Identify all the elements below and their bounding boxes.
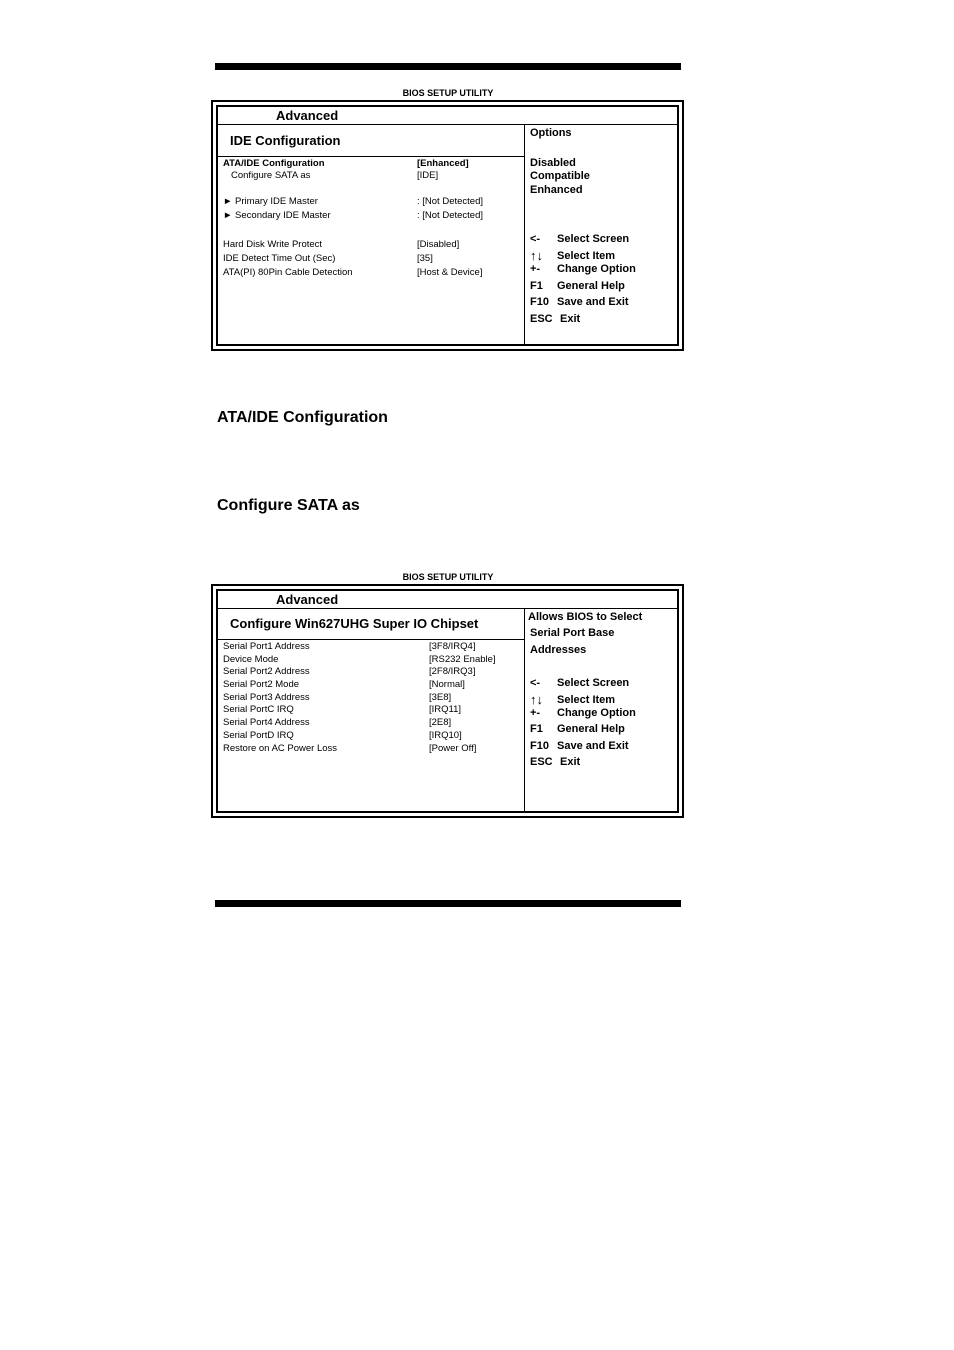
help-pane: Allows BIOS to Select Serial Port Base Addresses <- Select Screen ↑↓ Select Item +- Change Option F1 General Help F10 Save and Exit ESC Exit — [528, 611, 643, 768]
bios-screen-ide — [211, 100, 684, 351]
option-item: Compatible — [530, 170, 590, 182]
bottom-rule — [215, 900, 681, 907]
setting-row-ac-power-loss[interactable]: Restore on AC Power Loss [Power Off] — [223, 743, 477, 754]
section-heading-sata: Configure SATA as — [217, 497, 360, 514]
option-item: Enhanced — [530, 184, 583, 196]
setting-row-cable-detection[interactable]: ATA(PI) 80Pin Cable Detection [Host & Device] — [223, 267, 483, 278]
tab-advanced[interactable]: Advanced — [218, 107, 677, 125]
setting-row-serial2-address[interactable]: Serial Port2 Address [2F8/IRQ3] — [223, 666, 476, 677]
setting-row-serial3-address[interactable]: Serial Port3 Address [3E8] — [223, 692, 452, 703]
setting-row-primary-ide[interactable]: ► Primary IDE Master : [Not Detected] — [223, 196, 484, 207]
setting-row-serial2-mode[interactable]: Serial Port2 Mode [Normal] — [223, 679, 465, 690]
settings-pane — [218, 609, 525, 811]
setting-row-serial1-address[interactable]: Serial Port1 Address [3F8/IRQ4] — [223, 641, 476, 652]
tab-advanced[interactable]: Advanced — [218, 591, 677, 609]
setting-row-ata-ide[interactable]: ATA/IDE Configuration [Enhanced] — [223, 158, 469, 169]
bios-screen-superio — [211, 584, 684, 818]
help-text-line: Serial Port Base — [530, 627, 615, 639]
setting-row-detect-timeout[interactable]: IDE Detect Time Out (Sec) [35] — [223, 253, 433, 264]
bios-caption: BIOS SETUP UTILITY — [402, 572, 494, 582]
top-rule — [215, 63, 681, 70]
help-text-line: Allows BIOS to Select — [528, 611, 643, 623]
section-title: IDE Configuration — [218, 125, 524, 157]
bios-caption: BIOS SETUP UTILITY — [402, 88, 494, 98]
setting-row-serial4-address[interactable]: Serial Port4 Address [2E8] — [223, 717, 452, 728]
help-text-line: Addresses — [530, 644, 587, 656]
setting-row-sata-mode[interactable]: Configure SATA as [IDE] — [231, 170, 439, 181]
setting-row-serialc-irq[interactable]: Serial PortC IRQ [IRQ11] — [223, 704, 462, 715]
help-title: Options — [530, 127, 572, 139]
section-title: Configure Win627UHG Super IO Chipset — [218, 609, 524, 640]
help-pane: Options Disabled Compatible Enhanced <- Select Screen ↑↓ Select Item +- Change Option F1 General Help F10 Save and Exit ESC Exit — [530, 127, 636, 325]
settings-pane — [218, 125, 525, 344]
setting-row-secondary-ide[interactable]: ► Secondary IDE Master : [Not Detected] — [223, 210, 484, 221]
section-heading-ata-ide: ATA/IDE Configuration — [217, 409, 388, 426]
setting-row-seriald-irq[interactable]: Serial PortD IRQ [IRQ10] — [223, 730, 462, 741]
option-item: Disabled — [530, 157, 576, 169]
setting-row-device-mode[interactable]: Device Mode [RS232 Enable] — [223, 654, 496, 665]
setting-row-write-protect[interactable]: Hard Disk Write Protect [Disabled] — [223, 239, 460, 250]
